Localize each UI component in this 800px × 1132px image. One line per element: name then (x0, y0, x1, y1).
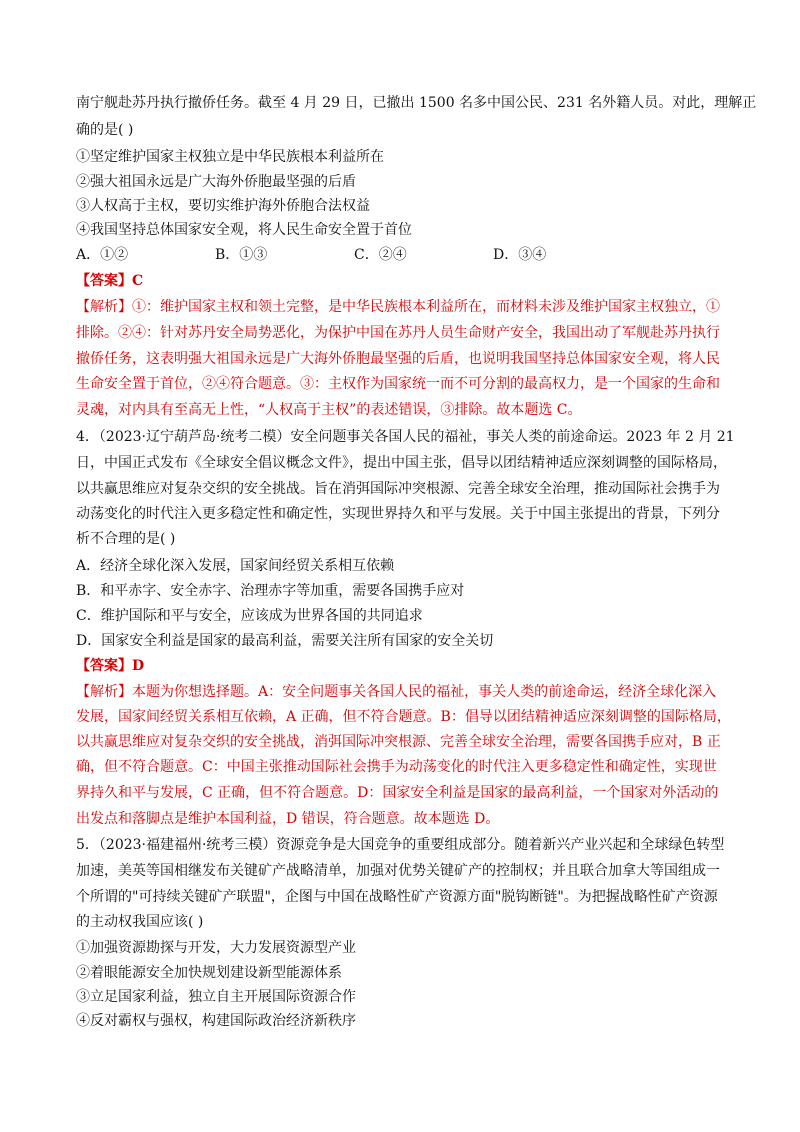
q4-analysis-line: 出发点和落脚点是维护本国利益，D 错误，符合题意。故本题选 D。 (76, 811, 500, 827)
q4-stem-line: 4．（2023·辽宁葫芦岛·统考二模）安全问题事关各国人民的福祉，事关人类的前途命运。2023 年 2 月 21 (76, 429, 735, 445)
q4-analysis-line: 以共赢思维应对复杂交织的安全挑战，消弭国际冲突根源、完善全球安全治理，需要各国携手应对，B 正 (76, 734, 721, 750)
q3-options (76, 246, 726, 264)
q4-analysis-line: 发展，国家间经贸关系相互依赖，A 正确，但不符合题意。B：倡导以团结精神适应深刻调整的国际格局， (76, 709, 731, 725)
q4-stem-line: 以共赢思维应对复杂交织的安全挑战。旨在消弭国际冲突根源、完善全球安全治理，推动国际社会携手为 (76, 481, 720, 497)
q4-stem-line: 日，中国正式发布《全球安全倡议概念文件》，提出中国主张，倡导以团结精神适应深刻调整的国际格局， (76, 455, 727, 471)
q5-statement: ④反对霸权与强权，构建国际政治经济新秩序 (76, 1013, 356, 1029)
q4-analysis-line: 确，但不符合题意。C：中国主张推动国际社会携手为动荡变化的时代注入更多稳定性和确定性，实现世 (76, 759, 717, 775)
q3-analysis-line: 【解析】①：维护国家主权和领土完整，是中华民族根本利益所在，而材料未涉及维护国家主权独立，① (76, 299, 720, 315)
q3-statement: ②强大祖国永远是广大海外侨胞最坚强的后盾 (76, 174, 356, 190)
q3-analysis-line: 撤侨任务，这表明强大祖国永远是广大海外侨胞最坚强的后盾，也说明我国坚持总体国家安全观，将人民 (76, 351, 720, 367)
q3-option-d: D．③④ (493, 247, 547, 263)
q3-analysis-line: 生命安全置于首位，②④符合题意。③：主权作为国家统一而不可分割的最高权力，是一个国家的生命和 (76, 376, 720, 392)
q4-analysis-line: 界持久和平与发展，C 正确，但不符合题意。D：国家安全利益是国家的最高利益，一个国家对外活动的 (76, 785, 719, 801)
q5-stem-line: 5．（2023·福建福州·统考三模）资源竞争是大国竞争的重要组成部分。随着新兴产业兴起和全球绿色转型 (76, 837, 725, 853)
q4-option-c: C．维护国际和平与安全，应该成为世界各国的共同追求 (76, 608, 423, 624)
q3-analysis-line: 排除。②④：针对苏丹安全局势恶化，为保护中国在苏丹人员生命财产安全，我国出动了军舰赴苏丹执行 (76, 325, 720, 341)
q5-stem-line: 的主动权我国应该( ) (76, 914, 204, 930)
q4-option-a: A．经济全球化深入发展，国家间经贸关系相互依赖 (76, 558, 395, 574)
q4-analysis-line: 【解析】本题为你想选择题。A：安全问题事关各国人民的福祉，事关人类的前途命运，经济全球化深入 (76, 684, 717, 700)
q5-statement: ②着眼能源安全加快规划建设新型能源体系 (76, 965, 342, 981)
q3-stem-line: 南宁舰赴苏丹执行撤侨任务。截至 4 月 29 日，已撤出 1500 名多中国公民、231 名外籍人员。对此，理解正 (76, 95, 757, 111)
q4-stem-line: 析不合理的是( ) (76, 531, 176, 547)
q3-statement: ④我国坚持总体国家安全观，将人民生命安全置于首位 (76, 222, 412, 238)
q3-statement: ①坚定维护国家主权独立是中华民族根本利益所在 (76, 149, 384, 165)
q3-analysis-line: 灵魂，对内具有至高无上性，“人权高于主权”的表述错误，③排除。故本题选 C。 (76, 402, 582, 418)
q4-answer: 【答案】D (76, 658, 145, 674)
q3-statement: ③人权高于主权，要切实维护海外侨胞合法权益 (76, 198, 370, 214)
q4-option-b: B．和平赤字、安全赤字、治理赤字等加重，需要各国携手应对 (76, 583, 465, 599)
q5-stem-line: 加速，美英等国相继发布关键矿产战略清单，加强对优势关键矿产的控制权；并且联合加拿大等国组成一 (76, 863, 720, 879)
q4-stem-line: 动荡变化的时代注入更多稳定性和确定性，实现世界持久和平与发展。关于中国主张提出的背景，下列分 (76, 506, 720, 522)
q3-option-a: A．①② (76, 247, 129, 263)
q3-answer: 【答案】C (76, 273, 144, 289)
q5-statement: ①加强资源勘探与开发，大力发展资源型产业 (76, 940, 356, 956)
q3-option-c: C．②④ (354, 247, 407, 263)
q5-statement: ③立足国家利益，独立自主开展国际资源合作 (76, 989, 356, 1005)
q3-stem-line: 确的是( ) (76, 122, 134, 138)
q5-stem-line: 个所谓的"可持续关键矿产联盟"，企图与中国在战略性矿产资源方面"脱钩断链"。为把握战略性矿产资源 (76, 889, 718, 905)
q4-option-d: D．国家安全利益是国家的最高利益，需要关注所有国家的安全关切 (76, 633, 494, 649)
q3-option-b: B．①③ (215, 247, 268, 263)
